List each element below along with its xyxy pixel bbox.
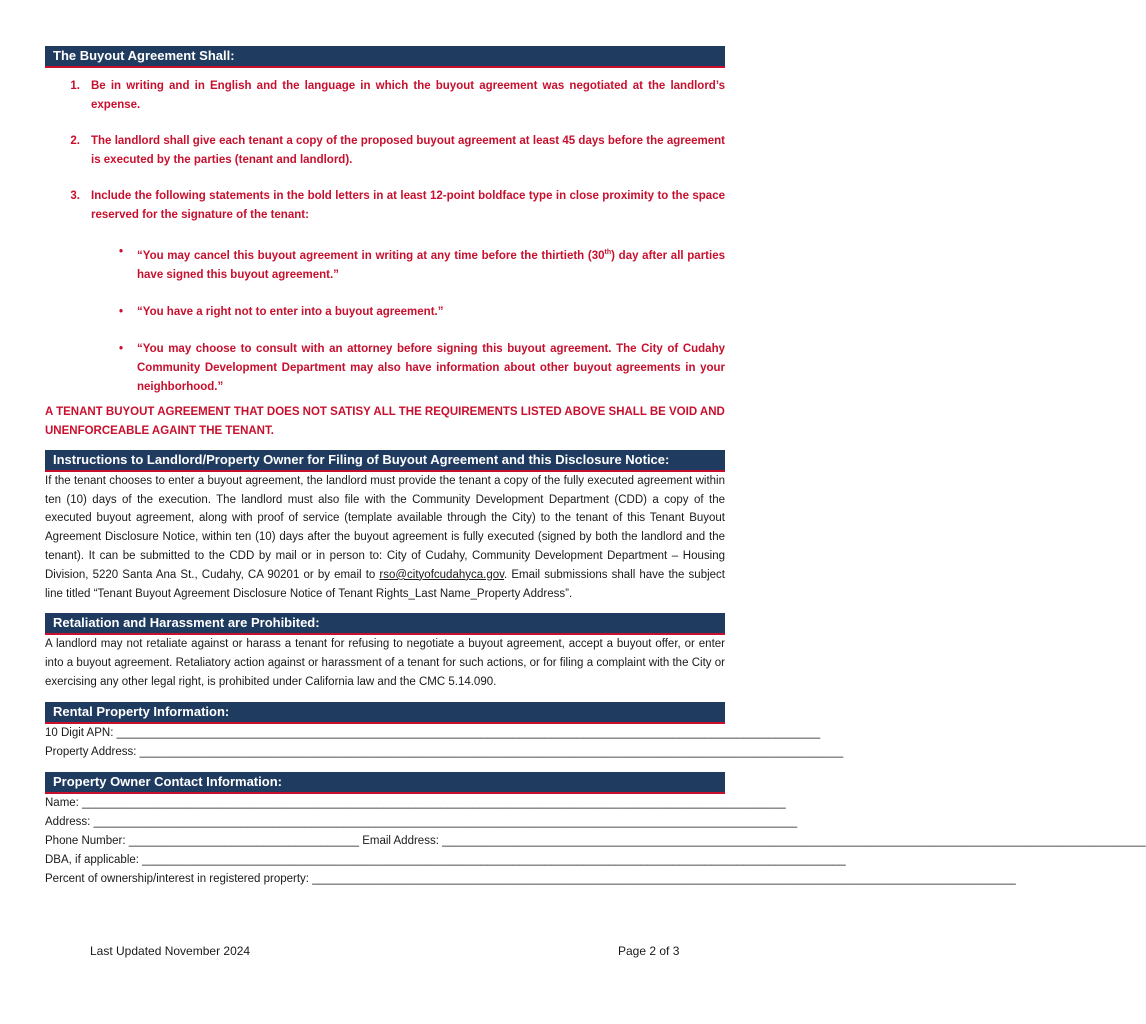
rental-property-header: Rental Property Information: bbox=[45, 702, 725, 724]
email-link[interactable]: rso@cityofcudahyca.gov bbox=[379, 568, 505, 581]
requirements-list bbox=[45, 77, 725, 225]
statement-cancel: “You may cancel this buyout agreement in writing at any time before the thirtieth (30th) day after all parties have signed this buyout agreement.” bbox=[137, 249, 725, 281]
void-notice: A TENANT BUYOUT AGREEMENT THAT DOES NOT SATISY ALL THE REQUIREMENTS LISTED ABOVE SHALL BE VOID AND UNENFORCEABLE AGAINT THE TENANT. bbox=[45, 405, 725, 437]
ownership-percent-field[interactable]: Percent of ownership/interest in registered property: ______________________________________________________________________________________________________________ bbox=[45, 872, 1016, 885]
list-item bbox=[45, 243, 725, 285]
statement-consult-attorney: “You may choose to consult with an attorney before signing this buyout agreement. The City of Cudahy Community Development Department may also have information about other buyout agreements in your neighborhood.” bbox=[137, 342, 725, 393]
retaliation-body: A landlord may not retaliate against or harass a tenant for refusing to negotiate a buyout agreement, accept a buyout offer, or enter into a buyout agreement. Retaliatory action against or harassment of a tenant for such actions, or for filing a complaint with the City or exercising any other legal right, is prohibited under California law and the CMC 5.14.090. bbox=[45, 638, 725, 688]
bullet-icon: • bbox=[118, 342, 123, 355]
document-page bbox=[45, 46, 1146, 889]
retaliation-header: Retaliation and Harassment are Prohibited: bbox=[45, 613, 725, 635]
owner-name-field[interactable]: Name: ______________________________________________________________________________________________________________ bbox=[45, 796, 786, 809]
apn-field[interactable]: 10 Digit APN: ______________________________________________________________________________________________________________ bbox=[45, 726, 821, 739]
item-number: 3. bbox=[70, 190, 80, 202]
buyout-agreement-header: The Buyout Agreement Shall: bbox=[45, 46, 725, 68]
item-text: Include the following statements in the bold letters in at least 12-point boldface type in close proximity to the space reserved for the signature of the tenant: bbox=[91, 190, 725, 221]
property-address-field[interactable]: Property Address: ______________________________________________________________________________________________________________ bbox=[45, 745, 844, 758]
list-item bbox=[45, 132, 725, 170]
item-text: Be in writing and in English and the language in which the buyout agreement was negotiated at the landlord’s expense. bbox=[91, 80, 725, 111]
list-item bbox=[45, 187, 725, 225]
last-updated: Last Updated November 2024 bbox=[90, 944, 251, 958]
owner-contact-header: Property Owner Contact Information: bbox=[45, 772, 725, 794]
list-item bbox=[45, 77, 725, 115]
filing-instructions-body: If the tenant chooses to enter a buyout agreement, the landlord must provide the tenant a copy of the fully executed agreement within ten (10) days of the execution. The landlord must also file with the Community Development Department (CDD) a copy of the executed buyout agreement, along with proof of service (template available through the City) to the tenant of this Tenant Buyout Agreement Disclosure Notice, within ten (10) days after the buyout agreement is fully executed (signed by both the landlord and the tenant). It can be submitted to the CDD by mail or in person to: City of Cudahy, Community Development Department – Housing Division, 5220 Santa Ana St., Cudahy, CA 90201 or by email to rso@cityofcudahyca.gov. Email submissions shall have the subject line titled “Tenant Buyout Agreement Disclosure Notice of Tenant Rights_Last Name_Property Address”. bbox=[45, 474, 725, 600]
page-number: Page 2 of 3 bbox=[618, 944, 680, 958]
item-number: 1. bbox=[70, 80, 80, 92]
statement-right-not-to-enter: “You have a right not to enter into a buyout agreement.” bbox=[137, 305, 444, 318]
item-number: 2. bbox=[70, 135, 80, 147]
list-item bbox=[45, 303, 725, 322]
bullet-icon: • bbox=[118, 246, 123, 258]
list-item bbox=[45, 340, 725, 397]
bullet-icon: • bbox=[118, 305, 123, 318]
required-statements-list bbox=[45, 243, 725, 397]
item-text: The landlord shall give each tenant a copy of the proposed buyout agreement at least 45 days before the agreement is executed by the parties (tenant and landlord). bbox=[91, 135, 725, 166]
dba-field[interactable]: DBA, if applicable: ______________________________________________________________________________________________________________ bbox=[45, 853, 846, 866]
phone-email-field[interactable]: Phone Number: ____________________________________ Email Address: ______________________________________________________________________________________________________________ bbox=[45, 834, 1146, 847]
owner-address-field[interactable]: Address: ______________________________________________________________________________________________________________ bbox=[45, 815, 798, 828]
filing-instructions-header: Instructions to Landlord/Property Owner for Filing of Buyout Agreement and this Disclosure Notice: bbox=[45, 450, 725, 472]
